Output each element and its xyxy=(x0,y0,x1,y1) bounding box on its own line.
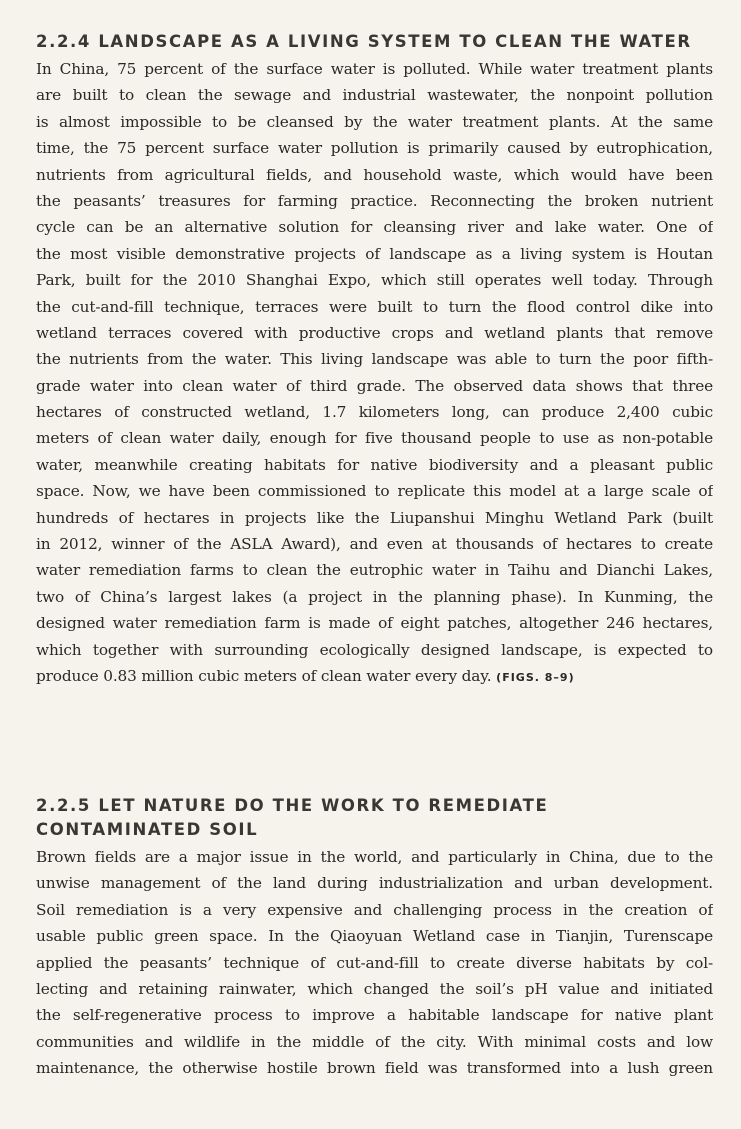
body-line: two of China’s largest lakes (a project in the planning phase). In Kunming, the xyxy=(36,587,713,606)
body-line: communities and wildlife in the middle of the city. With minimal costs and low xyxy=(36,1032,713,1051)
body-line: the most visible demonstrative projects of landscape as a living system is Houtan xyxy=(36,244,713,263)
body-line: Brown fields are a major issue in the world, and particularly in China, due to the xyxy=(36,848,713,866)
body-line: the peasants’ treasures for farming practice. Reconnecting the broken nutrient xyxy=(36,191,713,210)
section-heading: 2.2.4 LANDSCAPE AS A LIVING SYSTEM TO CLEAN THE WATER xyxy=(36,32,692,51)
section-2-2-5 xyxy=(36,794,713,1082)
section-2-2-4 xyxy=(36,30,713,689)
body-line: are built to clean the sewage and industrial wastewater, the nonpoint pollution xyxy=(36,86,713,105)
body-line: the nutrients from the water. This living landscape was able to turn the poor fifth- xyxy=(36,350,713,369)
body-line: is almost impossible to be cleansed by the water treatment plants. At the same xyxy=(36,112,713,131)
body-line: cycle can be an alternative solution for cleansing river and lake water. One of xyxy=(36,218,713,237)
body-line: which together with surrounding ecologically designed landscape, is expected to xyxy=(36,640,713,659)
body-line: hundreds of hectares in projects like the Liupanshui Minghu Wetland Park (built xyxy=(36,508,713,527)
section-heading xyxy=(36,794,713,842)
body-line: In China, 75 percent of the surface water is polluted. While water treatment plants xyxy=(36,60,713,78)
body-line: water remediation farms to clean the eutrophic water in Taihu and Dianchi Lakes, xyxy=(36,561,713,580)
body-line: grade water into clean water of third grade. The observed data shows that three xyxy=(36,376,713,395)
body-line: meters of clean water daily, enough for five thousand people to use as non-potable xyxy=(36,429,713,448)
body-line: usable public green space. In the Qiaoyuan Wetland case in Tianjin, Turenscape xyxy=(36,927,713,946)
body-line: time, the 75 percent surface water pollution is primarily caused by eutrophication, xyxy=(36,139,713,158)
body-line: hectares of constructed wetland, 1.7 kilometers long, can produce 2,400 cubic xyxy=(36,403,713,422)
section-body xyxy=(36,844,713,1082)
heading-line: 2.2.5 LET NATURE DO THE WORK TO REMEDIATE xyxy=(36,796,549,815)
body-line: Soil remediation is a very expensive and challenging process in the creation of xyxy=(36,900,713,919)
body-line: applied the peasants’ technique of cut-and-fill to create diverse habitats by col- xyxy=(36,953,713,972)
figure-reference[interactable]: (FIGS. 8–9) xyxy=(496,670,575,684)
body-line: unwise management of the land during industrialization and urban development. xyxy=(36,874,713,893)
body-line: nutrients from agricultural fields, and household waste, which would have been xyxy=(36,165,713,184)
body-line: maintenance, the otherwise hostile brown field was transformed into a lush green xyxy=(36,1059,713,1078)
body-line: water, meanwhile creating habitats for native biodiversity and a pleasant public xyxy=(36,455,713,474)
body-line: the cut-and-fill technique, terraces were built to turn the flood control dike into xyxy=(36,297,713,316)
body-line: Park, built for the 2010 Shanghai Expo, which still operates well today. Through xyxy=(36,271,713,290)
heading-line: CONTAMINATED SOIL xyxy=(36,820,259,839)
body-line: space. Now, we have been commissioned to replicate this model at a large scale of xyxy=(36,482,713,501)
body-line-text: produce 0.83 million cubic meters of clean water every day. xyxy=(36,666,492,685)
section-body xyxy=(36,56,713,689)
body-line: wetland terraces covered with productive crops and wetland plants that remove xyxy=(36,323,713,342)
body-line: lecting and retaining rainwater, which changed the soil’s pH value and initiated xyxy=(36,979,713,998)
body-line xyxy=(36,663,713,689)
body-line: the self-regenerative process to improve a habitable landscape for native plant xyxy=(36,1006,713,1025)
body-line: designed water remediation farm is made of eight patches, altogether 246 hectares, xyxy=(36,614,713,633)
body-line: in 2012, winner of the ASLA Award), and even at thousands of hectares to create xyxy=(36,535,713,554)
